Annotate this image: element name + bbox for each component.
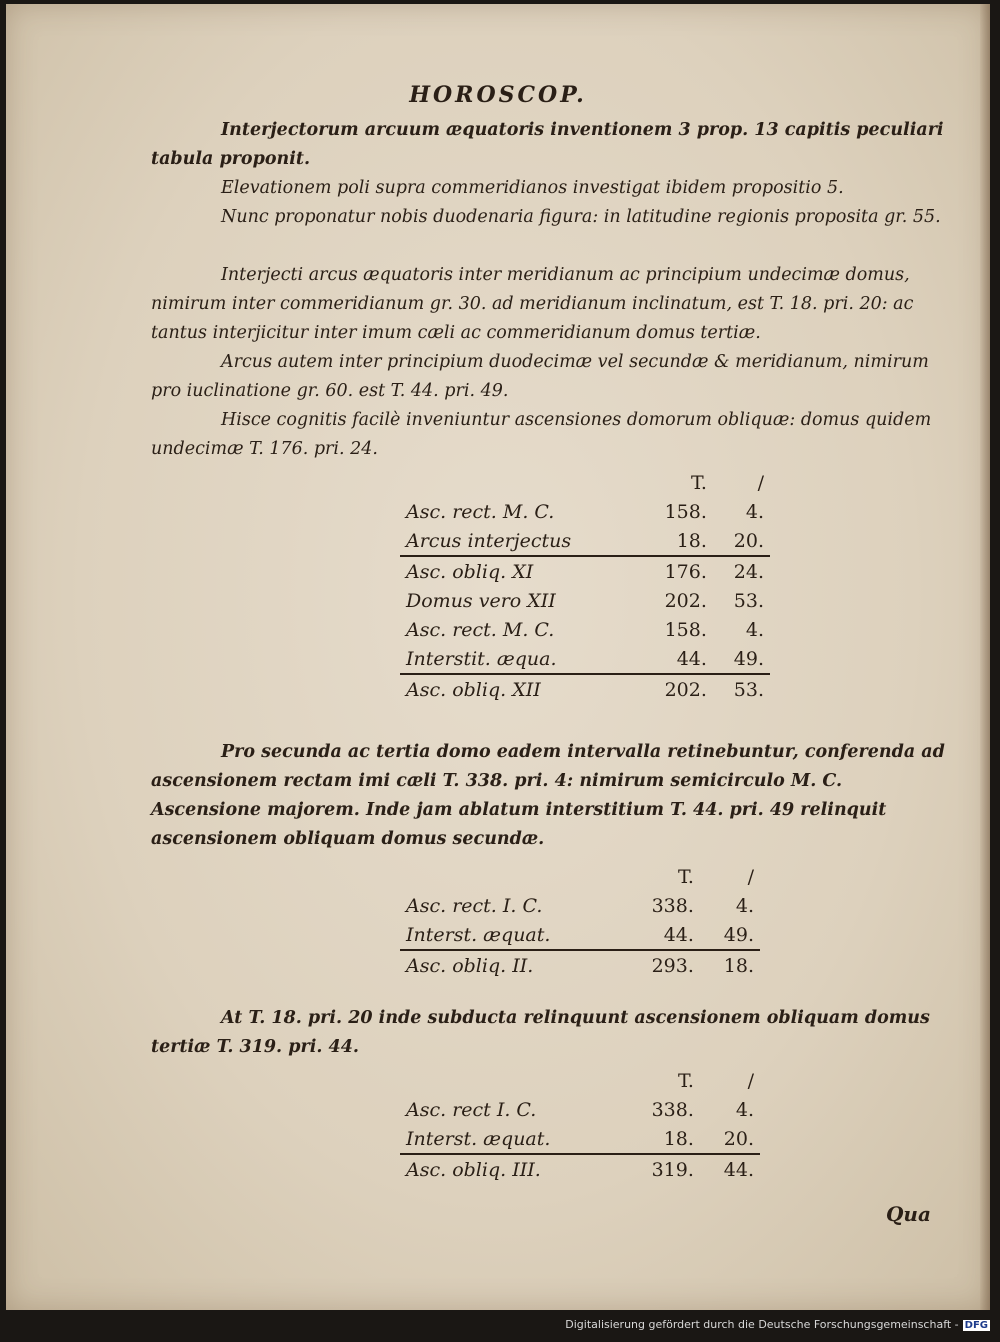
page-edge-shadow — [980, 4, 990, 1310]
row-label: Asc. obliq. XI — [400, 556, 639, 586]
row-label: Asc. rect. M. C. — [406, 500, 555, 523]
row-label: Domus vero XII — [406, 589, 556, 612]
running-header: HOROSCOP. — [409, 82, 587, 108]
row-degrees: 18. — [676, 529, 707, 552]
col-header-degrees: T. — [677, 865, 694, 888]
row-minutes: 53. — [713, 674, 770, 704]
digitization-footer — [0, 1318, 990, 1331]
table-header-row — [400, 468, 770, 497]
table-row — [400, 644, 770, 674]
row-minutes: 4. — [745, 618, 764, 641]
row-label: Asc. obliq. XII — [400, 674, 639, 704]
table-row — [400, 1124, 760, 1154]
row-minutes: 49. — [723, 923, 754, 946]
row-minutes: 49. — [733, 647, 764, 670]
paragraph-6: Hisce cognitis facilè inveniuntur ascensiones domorum obliquæ: domus quidem undecimæ T. 176. pri. 24. — [151, 410, 932, 459]
paragraph-7: Pro secunda ac tertia domo eadem intervalla retinebuntur, conferenda ad ascensionem rectam imi cæli T. 338. pri. 4: nimirum semicirculo M. C. Ascensione majorem. Inde jam ablatum interstitium T. 44. pri. 49 relinquit ascensionem obliquam domus secundæ. — [151, 742, 945, 849]
table-row — [400, 615, 770, 644]
table-row — [400, 950, 760, 980]
row-minutes: 4. — [745, 500, 764, 523]
footer-text: Digitalisierung gefördert durch die Deutsche Forschungsgemeinschaft - — [565, 1318, 959, 1331]
row-minutes: 4. — [735, 1098, 754, 1121]
paragraph-5: Arcus autem inter principium duodecimæ vel secundæ & meridianum, nimirum pro iuclinatione gr. 60. est T. 44. pri. 49. — [151, 352, 929, 401]
row-label: Asc. rect I. C. — [406, 1098, 537, 1121]
book-page — [6, 4, 990, 1310]
table-header-row — [400, 862, 760, 891]
table-row — [400, 891, 760, 920]
row-minutes: 4. — [735, 894, 754, 917]
row-degrees: 293. — [623, 950, 700, 980]
row-degrees: 176. — [639, 556, 712, 586]
table-2 — [400, 862, 760, 980]
row-label: Asc. rect. M. C. — [406, 618, 555, 641]
row-minutes: 20. — [723, 1127, 754, 1150]
row-degrees: 202. — [664, 589, 707, 612]
row-degrees: 158. — [664, 500, 707, 523]
row-label: Interstit. æqua. — [406, 647, 557, 670]
row-degrees: 44. — [676, 647, 707, 670]
row-minutes: 53. — [733, 589, 764, 612]
table-row — [400, 920, 760, 950]
row-degrees: 18. — [663, 1127, 694, 1150]
row-degrees: 158. — [664, 618, 707, 641]
col-header-minutes: / — [747, 865, 754, 888]
row-minutes: 24. — [713, 556, 770, 586]
col-header-degrees: T. — [690, 471, 707, 494]
row-label: Asc. obliq. III. — [400, 1154, 623, 1184]
table-row — [400, 556, 770, 586]
row-degrees: 338. — [651, 1098, 694, 1121]
row-degrees: 338. — [651, 894, 694, 917]
table-row — [400, 526, 770, 556]
row-label: Interst. æquat. — [406, 1127, 551, 1150]
col-header-minutes: / — [757, 471, 764, 494]
row-label: Arcus interjectus — [406, 529, 572, 552]
dfg-logo: DFG — [964, 1319, 988, 1331]
paragraph-3: Nunc proponatur nobis duodenaria figura: in latitudine regionis proposita gr. 55. — [221, 207, 941, 227]
table-row — [400, 1154, 760, 1184]
paragraph-4: Interjecti arcus æquatoris inter meridianum ac principium undecimæ domus, nimirum inter commeridianum gr. 30. ad meridianum inclinatum, est T. 18. pri. 20: ac tantus interjicitur inter imum cæli ac commeridianum domus tertiæ. — [151, 265, 914, 343]
paragraph-8: At T. 18. pri. 20 inde subducta relinquunt ascensionem obliquam domus tertiæ T. 319. pri. 44. — [151, 1008, 930, 1057]
paragraph-2: Elevationem poli supra commeridianos investigat ibidem propositio 5. — [221, 178, 844, 198]
row-degrees: 319. — [623, 1154, 700, 1184]
row-minutes: 44. — [700, 1154, 760, 1184]
row-minutes: 18. — [700, 950, 760, 980]
paragraph-1: Interjectorum arcuum æquatoris inventionem 3 prop. 13 capitis peculiari tabula proponit. — [151, 120, 944, 169]
row-degrees: 202. — [639, 674, 712, 704]
table-3 — [400, 1066, 760, 1184]
table-header-row — [400, 1066, 760, 1095]
col-header-degrees: T. — [677, 1069, 694, 1092]
row-degrees: 44. — [663, 923, 694, 946]
row-minutes: 20. — [733, 529, 764, 552]
row-label: Asc. obliq. II. — [400, 950, 623, 980]
row-label: Asc. rect. I. C. — [406, 894, 543, 917]
table-row — [400, 674, 770, 704]
catchword: Qua — [886, 1202, 931, 1226]
row-label: Interst. æquat. — [406, 923, 551, 946]
table-1 — [400, 468, 770, 704]
col-header-minutes: / — [747, 1069, 754, 1092]
table-row — [400, 497, 770, 526]
table-row — [400, 1095, 760, 1124]
table-row — [400, 586, 770, 615]
